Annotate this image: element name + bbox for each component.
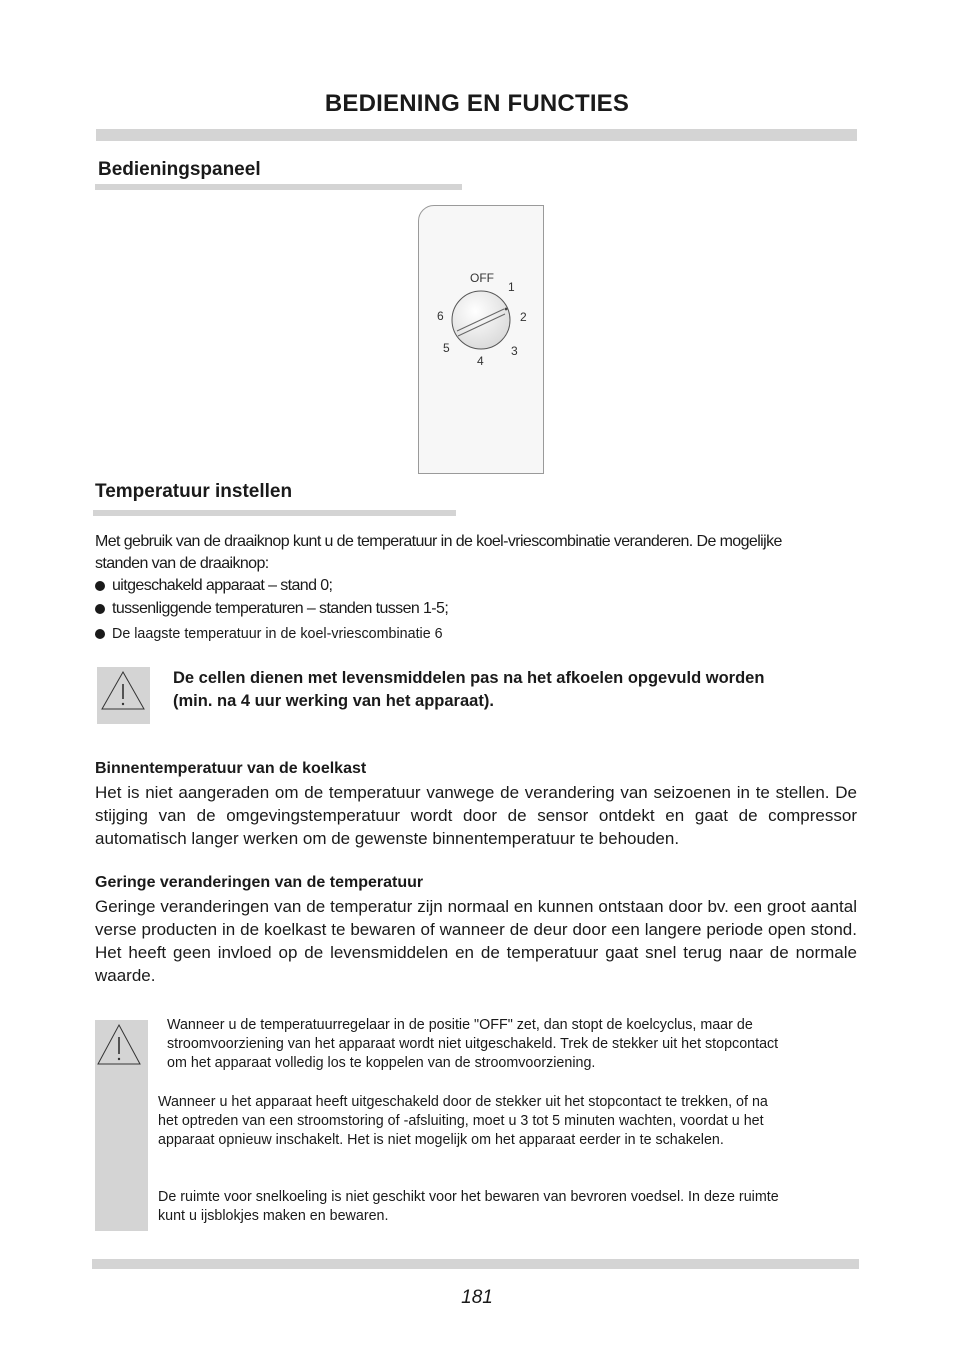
dial-label-5: 5 xyxy=(443,341,450,355)
warning-paragraph: Wanneer u de temperatuurregelaar in de positie "OFF" zet, dan stopt de koelcyclus, maar de stroomvoorziening van het apparaat wordt niet uitgeschakeld. Trek de stekker uit het stopcontact om het apparaat volledig los te koppelen van de stroomvoorziening. xyxy=(167,1017,779,1071)
small-changes-text: Geringe veranderingen van de temperatur zijn normaal en kunnen ontstaan door bv. een groot aantal verse producten in de koelkast te bewaren of wanneer de deur door een langere periode open stond. Het heeft geen invloed op de levensmiddelen en de temperatuur gaat snel terug naar de normale waarde. xyxy=(95,897,857,985)
dial-label-1: 1 xyxy=(508,280,515,294)
section-divider xyxy=(93,510,456,516)
page-number: 181 xyxy=(461,1287,493,1308)
dial-label-2: 2 xyxy=(520,310,527,324)
inner-temp-text: Het is niet aangeraden om de temperatuur vanwege de verandering van seizoenen in te stellen. De stijging van de omgevingstemperatuur wordt door de sensor ontdekt en gaat de compressor automatisch langer werken om de gewenste binnentemperatuur te behouden. xyxy=(95,783,857,848)
warning-triangle-icon xyxy=(95,1020,148,1080)
dial-label-6: 6 xyxy=(437,309,444,323)
subheading-inner-temp: Binnentemperatuur van de koelkast xyxy=(95,760,367,777)
dial-label-3: 3 xyxy=(511,344,518,358)
intro-line: Met gebruik van de draaiknop kunt u de temperatuur in de koel-vriescombinatie veranderen. De mogelijke xyxy=(95,533,782,550)
section-divider xyxy=(95,184,462,190)
dial-label-off: OFF xyxy=(470,271,494,285)
warning-paragraph: De ruimte voor snelkoeling is niet geschikt voor het bewaren van bevroren voedsel. In deze ruimte kunt u ijsblokjes maken en bewaren. xyxy=(158,1189,779,1224)
dial-label-4: 4 xyxy=(477,354,484,368)
warning-paragraph: Wanneer u het apparaat heeft uitgeschakeld door de stekker uit het stopcontact te trekken, of na het optreden van een stroomstoring of -afsluiting, moet u 3 tot 5 minuten wachten, voordat u het apparaat opnieuw inschakelt. Het is niet mogelijk om het apparaat eerder in te schakelen. xyxy=(158,1094,768,1148)
warning-sidebar xyxy=(95,1020,148,1231)
bullet-icon xyxy=(95,629,105,639)
section-heading-control-panel: Bedieningspaneel xyxy=(98,159,261,180)
bullet-icon xyxy=(95,581,105,591)
intro-line: standen van de draaiknop: xyxy=(95,555,269,572)
subheading-small-changes: Geringe veranderingen van de temperatuur xyxy=(95,874,424,891)
title-divider xyxy=(96,129,857,141)
warning-triangle-icon xyxy=(97,667,150,724)
warning-text: De cellen dienen met levensmiddelen pas na het afkoelen opgevuld worden (min. na 4 uur werking van het apparaat). xyxy=(173,669,765,710)
list-item: uitgeschakeld apparaat – stand 0; xyxy=(95,575,332,597)
warning-box xyxy=(97,667,150,724)
section-heading-temperature: Temperatuur instellen xyxy=(95,481,293,502)
list-item: De laagste temperatuur in de koel-vriescombinatie 6 xyxy=(95,623,443,645)
temperature-dial xyxy=(418,205,544,474)
control-panel-illustration xyxy=(418,205,544,474)
intro-text xyxy=(95,531,865,575)
dial-indicator-dot xyxy=(505,308,508,311)
page-title: BEDIENING EN FUNCTIES xyxy=(324,90,630,117)
bullet-icon xyxy=(95,604,105,614)
footer-divider xyxy=(92,1259,859,1269)
list-item: tussenliggende temperaturen – standen tussen 1-5; xyxy=(95,598,448,620)
